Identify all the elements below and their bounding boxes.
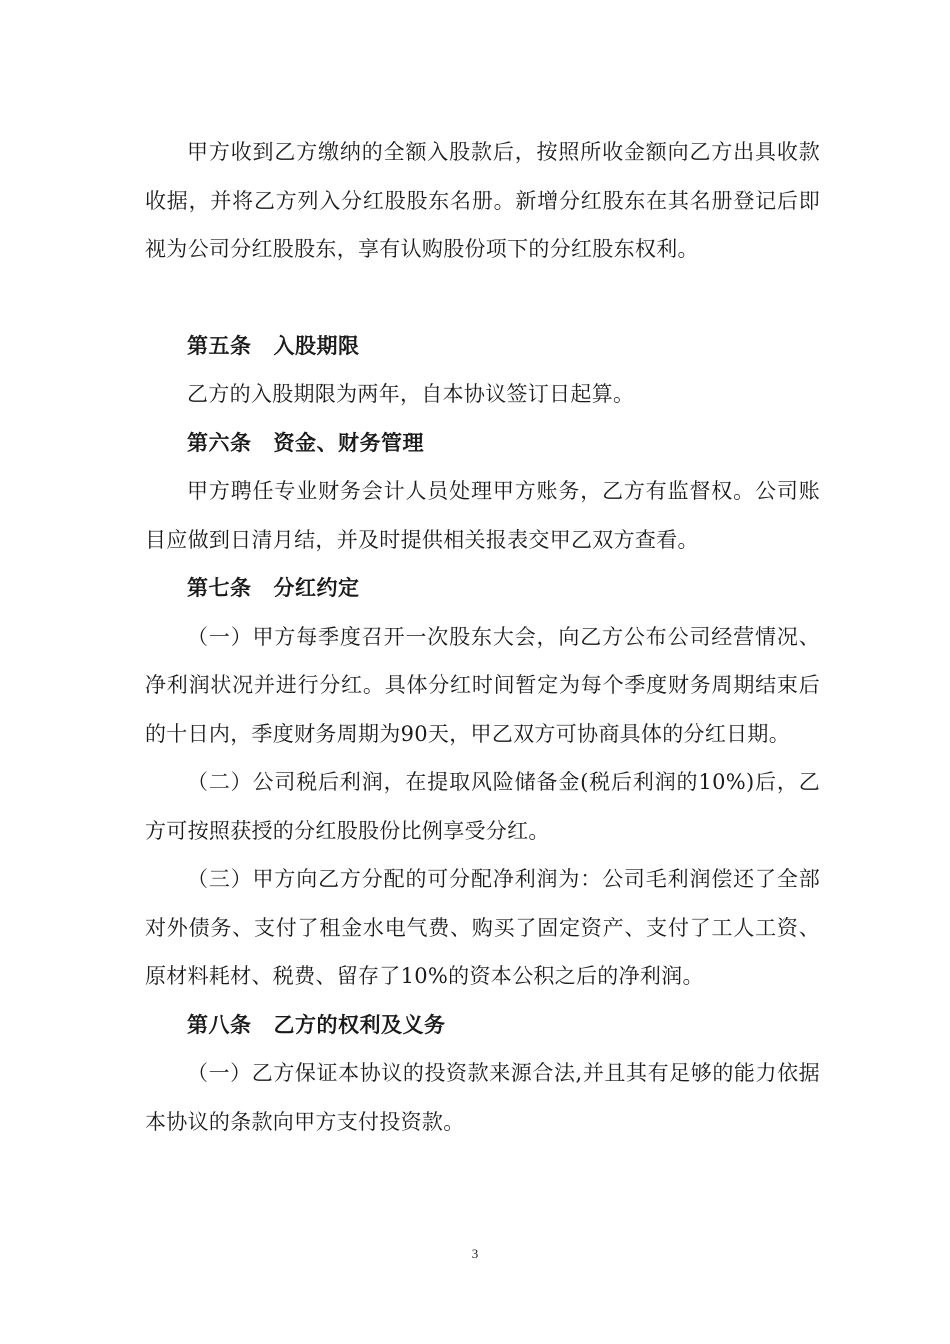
article-6-heading <box>145 419 820 468</box>
article-6-title: 资金、财务管理 <box>273 430 424 455</box>
article-5-title: 入股期限 <box>273 333 360 358</box>
article-7-clause-2: （二）公司税后利润，在提取风险储备金(税后利润的10%)后，乙方可按照获授的分红股股份比例享受分红。 <box>145 770 820 843</box>
article-8-title: 乙方的权利及义务 <box>273 1012 446 1037</box>
article-8-clause-1: （一）乙方保证本协议的投资款来源合法,并且其有足够的能力依据本协议的条款向甲方支付投资款。 <box>145 1061 820 1134</box>
page-number: 3 <box>471 1246 479 1261</box>
paragraph-receipt: 甲方收到乙方缴纳的全额入股款后，按照所收金额向乙方出具收款收据，并将乙方列入分红股股东名册。新增分红股东在其名册登记后即视为公司分红股股东，享有认购股份项下的分红股东权利。 <box>145 140 820 261</box>
article-5-number: 第五条 <box>187 333 252 358</box>
article-7-number: 第七条 <box>187 576 252 600</box>
article-7-clause-1: （一）甲方每季度召开一次股东大会，向乙方公布公司经营情况、净利润状况并进行分红。具体分红时间暂定为每个季度财务周期结束后的十日内，季度财务周期为90天，甲乙双方可协商具体的分红日期。 <box>145 624 820 746</box>
article-7-title: 分红约定 <box>273 576 360 600</box>
section-gap <box>145 274 820 322</box>
article-8-heading <box>145 1001 820 1050</box>
article-8-number: 第八条 <box>187 1012 252 1037</box>
article-5-body: 乙方的入股期限为两年，自本协议签订日起算。 <box>187 382 635 406</box>
article-6-body: 甲方聘任专业财务会计人员处理甲方账务，乙方有监督权。公司账目应做到日清月结，并及时提供相关报表交甲乙双方查看。 <box>145 479 820 552</box>
document-body <box>145 128 820 1146</box>
article-7-clause-3: （三）甲方向乙方分配的可分配净利润为：公司毛利润偿还了全部对外债务、支付了租金水电气费、购买了固定资产、支付了工人工资、原材料耗材、税费、留存了10%的资本公积之后的净利润。 <box>145 867 820 988</box>
article-5-heading <box>145 322 820 371</box>
article-6-number: 第六条 <box>187 430 252 455</box>
article-7-heading <box>145 564 820 613</box>
